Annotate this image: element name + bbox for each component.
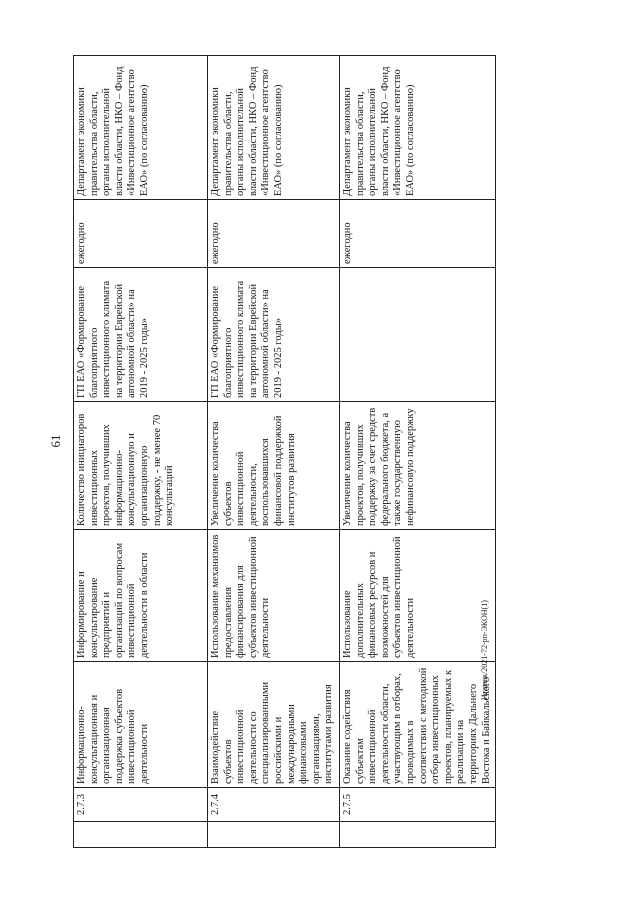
measure-cell: Информирование и консультирование предприятий и организаций по вопросам инвестиционной деятельности в области (74, 530, 208, 662)
blank-cell (208, 822, 340, 848)
period-cell: ежегодно (74, 200, 208, 268)
executor-cell: Департамент экономики правительства области, органы исполнительной власти области, НКО – Фонд «Инвестиционное агентство ЕАО» (по согласованию) (74, 56, 208, 200)
measure-cell: Использование дополнительных финансовых ресурсов и возможностей для субъектов инвестиционной деятельности (340, 530, 496, 662)
blank-cell (74, 822, 208, 848)
indicator-cell: Увеличение количества субъектов инвестиционной деятельности, воспользовавшихся финансовой поддержкой институтов развития (208, 402, 340, 530)
measure-cell: Использование механизмов предоставления финансирования для субъектов инвестиционной деятельности (208, 530, 340, 662)
row-number: 2.7.4 (208, 788, 340, 822)
period-cell: ежегодно (208, 200, 340, 268)
table-row (340, 56, 496, 848)
indicator-cell: Количество инициаторов инвестиционных проектов, получивших информационно-консультационную и организационную поддержку, - не менее 70 консультаций (74, 402, 208, 530)
row-number: 2.7.5 (340, 788, 496, 822)
program-cell: ГП ЕАО «Формирование благоприятного инвестиционного климата на территории Еврейской автономной области» на 2019 - 2025 годы» (74, 268, 208, 402)
measures-table (73, 55, 496, 848)
activity-name: Информационно-консультационная и организационная поддержка субъектов инвестиционной деятельности (74, 662, 208, 788)
indicator-cell: Увеличение количества проектов, получивших поддержку за счет средств федерального бюджета, а также государственную нефинансовую поддержку (340, 402, 496, 530)
table-row (208, 56, 340, 848)
executor-cell: Департамент экономики правительства области, органы исполнительной власти области, НКО – Фонд «Инвестиционное агентство ЕАО» (по согласованию) (340, 56, 496, 200)
table-row (74, 56, 208, 848)
period-cell: ежегодно (340, 200, 496, 268)
row-number: 2.7.3 (74, 788, 208, 822)
activity-name: Взаимодействие субъектов инвестиционной деятельности со специализированными российскими и международными финансовыми организациями, институтами развития (208, 662, 340, 788)
executor-cell: Департамент экономики правительства области, органы исполнительной власти области, НКО – Фонд «Инвестиционное агентство ЕАО» (по согласованию) (208, 56, 340, 200)
program-cell (340, 268, 496, 402)
footer-reference: Итатюк/2021-72-рп-ЭКОН(1) (480, 600, 489, 700)
blank-cell (340, 822, 496, 848)
page-number: 61 (48, 434, 63, 448)
activity-name: Оказание содействия субъектам инвестиционной деятельности области, участвующим в отборах, проводимых в соответствии с методикой отбора инвестиционных проектов, планируемых к реализации на территориях Дальнего Востока и Байкальского (340, 662, 496, 788)
program-cell: ГП ЕАО «Формирование благоприятного инвестиционного климата на территории Еврейской автономной области» на 2019 - 2025 годы» (208, 268, 340, 402)
